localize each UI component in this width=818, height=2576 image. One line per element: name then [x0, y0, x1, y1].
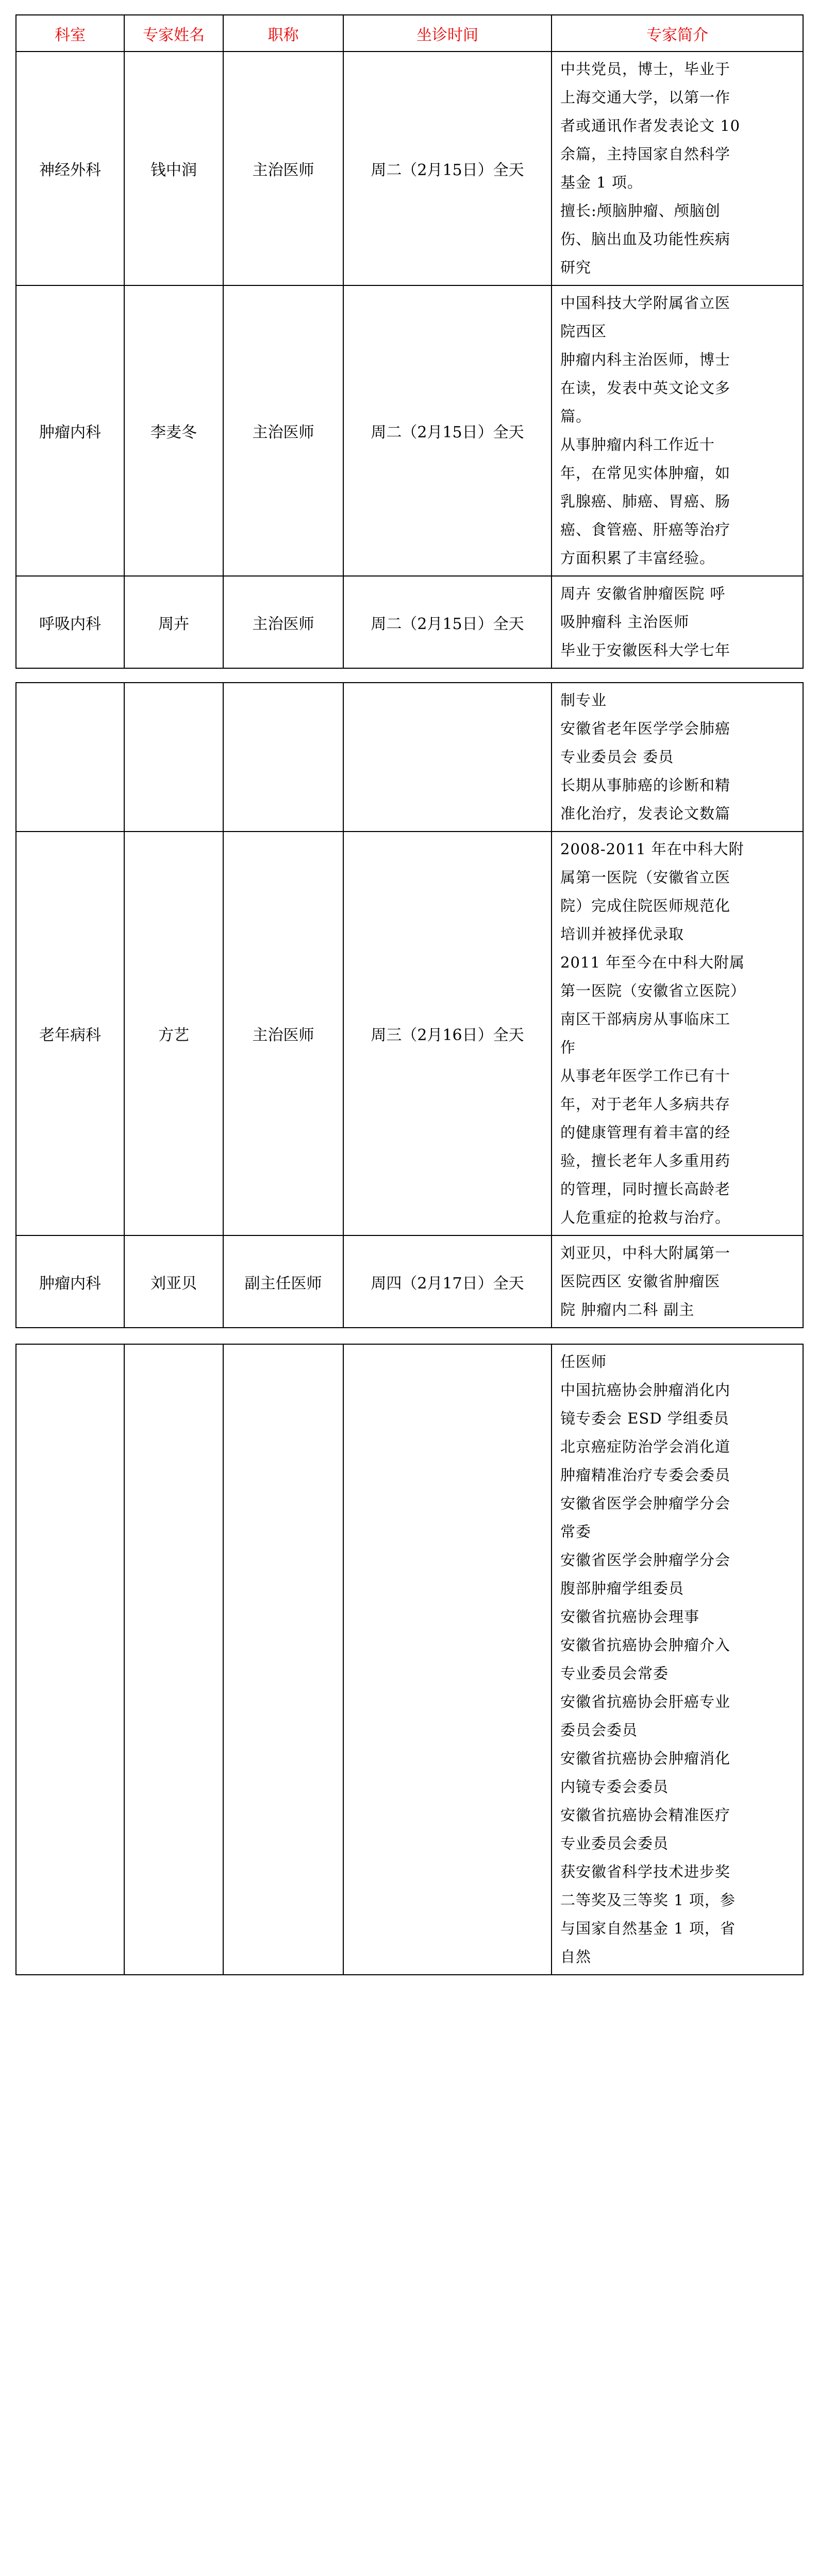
- intro-line: 癌、食管癌、肝癌等治疗: [560, 521, 731, 538]
- title-cell: 主治医师: [223, 285, 343, 576]
- expert-name-cell: 刘亚贝: [124, 1235, 223, 1328]
- intro-line: 第一医院（安徽省立医院）: [560, 982, 746, 999]
- intro-line: 安徽省医学会肿瘤学分会: [560, 1495, 731, 1512]
- intro-line: 2011 年至今在中科大附属: [560, 954, 745, 971]
- header-expert-name: 专家姓名: [124, 15, 223, 52]
- intro-line: 专业委员会 委员: [560, 748, 674, 766]
- expert-intro-cell: [552, 576, 803, 668]
- expert-intro-cell: [552, 832, 803, 1235]
- table-row: [16, 683, 803, 832]
- table-row: [16, 832, 803, 1235]
- clinic-time-cell: 周二（2月15日）全天: [343, 576, 552, 668]
- clinic-time-cell: 周二（2月15日）全天: [343, 52, 552, 285]
- intro-line: 院 肿瘤内二科 副主: [560, 1301, 695, 1318]
- table-row: [16, 1235, 803, 1328]
- dept-cell: 肿瘤内科: [16, 285, 124, 576]
- intro-line: 刘亚贝，中科大附属第一: [560, 1244, 731, 1262]
- intro-line: 肿瘤精准治疗专委会委员: [560, 1466, 731, 1484]
- intro-line: 专业委员会常委: [560, 1665, 669, 1682]
- intro-line: 安徽省抗癌协会精准医疗: [560, 1806, 731, 1824]
- expert-intro-cell: [552, 1235, 803, 1328]
- intro-line: 安徽省医学会肿瘤学分会: [560, 1551, 731, 1569]
- intro-line: 中共党员，博士，毕业于: [560, 60, 731, 78]
- intro-line: 院西区: [560, 323, 607, 340]
- expert-schedule-sheet: [15, 14, 803, 1975]
- table-row: [16, 285, 803, 576]
- expert-name-cell: 方艺: [124, 832, 223, 1235]
- dept-cell: 老年病科: [16, 832, 124, 1235]
- expert-name-cell: 钱中润: [124, 52, 223, 285]
- header-dept: 科室: [16, 15, 124, 52]
- intro-line: 从事肿瘤内科工作近十: [560, 436, 715, 453]
- title-cell: 主治医师: [223, 832, 343, 1235]
- intro-line: 腹部肿瘤学组委员: [560, 1580, 685, 1597]
- intro-line: 作: [560, 1039, 576, 1056]
- clinic-time-cell: 周四（2月17日）全天: [343, 1235, 552, 1328]
- expert-intro-cell: [552, 1344, 803, 1975]
- dept-cell: [16, 683, 124, 832]
- header-expert-intro: 专家简介: [552, 15, 803, 52]
- intro-line: 在读，发表中英文论文多: [560, 379, 731, 397]
- intro-line: 准化治疗，发表论文数篇: [560, 805, 731, 822]
- intro-line: 基金 1 项。: [560, 174, 643, 191]
- page-break-gap: [16, 668, 803, 683]
- title-cell: 副主任医师: [223, 1235, 343, 1328]
- expert-name-cell: 李麦冬: [124, 285, 223, 576]
- intro-line: 人危重症的抢救与治疗。: [560, 1209, 731, 1226]
- intro-line: 委员会委员: [560, 1721, 638, 1739]
- title-cell: [223, 1344, 343, 1975]
- intro-line: 制专业: [560, 691, 607, 709]
- intro-line: 肿瘤内科主治医师，博士: [560, 351, 731, 368]
- intro-line: 研究: [560, 259, 592, 276]
- table-header-row: [16, 15, 803, 52]
- intro-line: 从事老年医学工作已有十: [560, 1067, 731, 1084]
- intro-line: 常委: [560, 1523, 592, 1540]
- table-row: [16, 576, 803, 668]
- intro-line: 专业委员会委员: [560, 1835, 669, 1852]
- expert-intro-cell: [552, 683, 803, 832]
- intro-line: 验，擅长老年人多重用药: [560, 1152, 731, 1170]
- intro-line: 吸肿瘤科 主治医师: [560, 613, 690, 631]
- intro-line: 任医师: [560, 1353, 607, 1370]
- intro-line: 安徽省抗癌协会肝癌专业: [560, 1693, 731, 1710]
- clinic-time-cell: 周三（2月16日）全天: [343, 832, 552, 1235]
- intro-line: 方面积累了丰富经验。: [560, 549, 715, 567]
- intro-line: 与国家自然基金 1 项，省: [560, 1920, 736, 1937]
- intro-line: 长期从事肺癌的诊断和精: [560, 776, 731, 794]
- expert-name-cell: [124, 683, 223, 832]
- intro-line: 年，在常见实体肿瘤，如: [560, 464, 731, 482]
- intro-line: 二等奖及三等奖 1 项，参: [560, 1891, 736, 1909]
- intro-line: 年，对于老年人多病共存: [560, 1095, 731, 1113]
- expert-intro-cell: [552, 285, 803, 576]
- header-clinic-time: 坐诊时间: [343, 15, 552, 52]
- intro-line: 毕业于安徽医科大学七年: [560, 641, 731, 659]
- intro-line: 上海交通大学，以第一作: [560, 89, 731, 106]
- intro-line: 南区干部病房从事临床工: [560, 1010, 731, 1028]
- intro-line: 伤、脑出血及功能性疾病: [560, 230, 731, 248]
- intro-line: 安徽省抗癌协会肿瘤介入: [560, 1636, 731, 1654]
- dept-cell: [16, 1344, 124, 1975]
- intro-line: 周卉 安徽省肿瘤医院 呼: [560, 585, 726, 602]
- intro-line: 擅长:颅脑肿瘤、颅脑创: [560, 202, 721, 219]
- intro-line: 获安徽省科学技术进步奖: [560, 1863, 731, 1880]
- intro-line: 的健康管理有着丰富的经: [560, 1124, 731, 1141]
- intro-line: 安徽省抗癌协会理事: [560, 1608, 700, 1625]
- clinic-time-cell: 周二（2月15日）全天: [343, 285, 552, 576]
- intro-line: 篇。: [560, 408, 592, 425]
- dept-cell: 呼吸内科: [16, 576, 124, 668]
- intro-line: 培训并被择优录取: [560, 925, 685, 943]
- expert-name-cell: [124, 1344, 223, 1975]
- intro-line: 属第一医院（安徽省立医: [560, 869, 731, 886]
- intro-line: 中国科技大学附属省立医: [560, 294, 731, 312]
- intro-line: 的管理，同时擅长高龄老: [560, 1180, 731, 1198]
- clinic-time-cell: [343, 683, 552, 832]
- intro-line: 医院西区 安徽省肿瘤医: [560, 1273, 721, 1290]
- intro-line: 院）完成住院医师规范化: [560, 897, 731, 914]
- intro-line: 安徽省老年医学学会肺癌: [560, 720, 731, 737]
- title-cell: [223, 683, 343, 832]
- intro-line: 北京癌症防治学会消化道: [560, 1438, 731, 1455]
- title-cell: 主治医师: [223, 576, 343, 668]
- intro-line: 者或通讯作者发表论文 10: [560, 117, 741, 134]
- table-row: [16, 52, 803, 285]
- expert-name-cell: 周卉: [124, 576, 223, 668]
- dept-cell: 神经外科: [16, 52, 124, 285]
- intro-line: 余篇，主持国家自然科学: [560, 145, 731, 163]
- dept-cell: 肿瘤内科: [16, 1235, 124, 1328]
- clinic-time-cell: [343, 1344, 552, 1975]
- title-cell: 主治医师: [223, 52, 343, 285]
- intro-line: 内镜专委会委员: [560, 1778, 669, 1795]
- intro-line: 2008-2011 年在中科大附: [560, 840, 744, 858]
- header-title: 职称: [223, 15, 343, 52]
- expert-intro-cell: [552, 52, 803, 285]
- intro-line: 自然: [560, 1948, 592, 1965]
- expert-schedule-table: [15, 14, 804, 1975]
- intro-line: 中国抗癌协会肿瘤消化内: [560, 1381, 731, 1399]
- intro-line: 乳腺癌、肺癌、胃癌、肠: [560, 493, 731, 510]
- table-row: [16, 1344, 803, 1975]
- page-break-gap: [16, 1328, 803, 1344]
- intro-line: 镜专委会 ESD 学组委员: [560, 1410, 729, 1427]
- intro-line: 安徽省抗癌协会肿瘤消化: [560, 1750, 731, 1767]
